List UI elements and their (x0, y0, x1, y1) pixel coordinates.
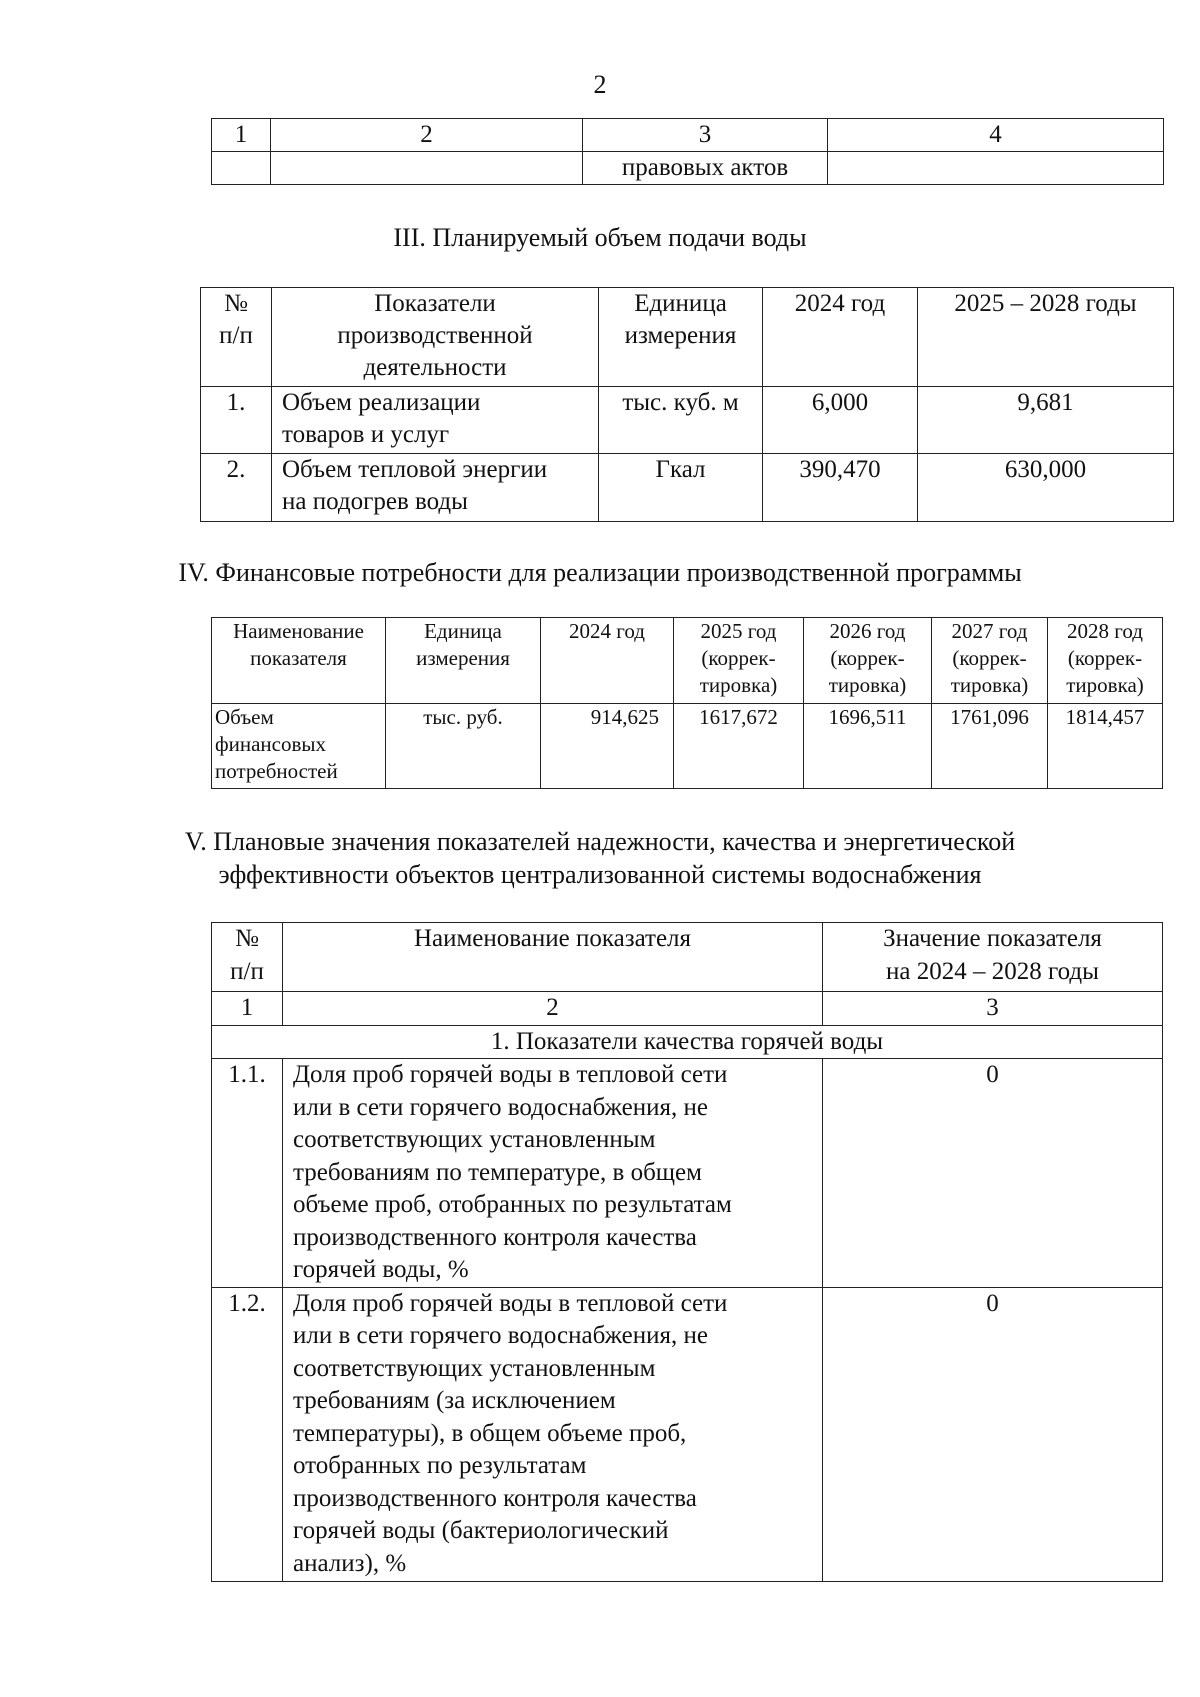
table-row (212, 1025, 1163, 1059)
table-header-row (201, 288, 1174, 387)
table-cell (828, 152, 1164, 185)
table-cell: 1. (201, 387, 272, 454)
section-title: IV. Финансовые потребности для реализации производственной программы (178, 558, 1022, 587)
table-cell: 2025 год (коррек- тировка) (674, 618, 804, 704)
table-row (212, 152, 1164, 185)
indicators-table (211, 922, 1163, 1582)
table-cell: 6,000 (763, 387, 918, 454)
table-cell: 2026 год (коррек- тировка) (804, 618, 932, 704)
table-row (201, 454, 1174, 522)
table-cell: Объем тепловой энергии на подогрев воды (272, 454, 599, 522)
table-cell: 1 (212, 119, 271, 152)
table-cell: 1696,511 (804, 704, 932, 789)
table-cell: Единица измерения (386, 618, 541, 704)
table-cell: правовых актов (583, 152, 828, 185)
table-cell: 2 (283, 992, 823, 1026)
section-title: III. Планируемый объем подачи воды (393, 223, 807, 252)
table-header-row (212, 618, 1163, 704)
table-cell: 4 (828, 119, 1164, 152)
table-cell: 2028 год (коррек- тировка) (1048, 618, 1163, 704)
table-row (212, 704, 1163, 789)
table-cell: 630,000 (918, 454, 1174, 522)
table-cell: 2024 год (763, 288, 918, 387)
table-cell: 2027 год (коррек- тировка) (932, 618, 1048, 704)
section-title-line: эффективности объектов централизованной системы водоснабжения (218, 860, 982, 889)
table-cell: 2. (201, 454, 272, 522)
table-cell: Наименование показателя (283, 923, 823, 992)
table-cell: Объем реализации товаров и услуг (272, 387, 599, 454)
section-title-line: V. Плановые значения показателей надежности, качества и энергетической (184, 827, 1016, 856)
table-cell: 390,470 (763, 454, 918, 522)
table-cell: № п/п (201, 288, 272, 387)
table-row (212, 1059, 1163, 1288)
table-cell: 2 (271, 119, 583, 152)
table-cell (271, 152, 583, 185)
planned-volume-table (200, 287, 1174, 522)
table-cell: Единица измерения (599, 288, 763, 387)
table-cell: Наименование показателя (212, 618, 386, 704)
table-header-row (212, 923, 1163, 992)
table-cell: 914,625 (541, 704, 674, 789)
table-row (201, 387, 1174, 454)
table-cell: тыс. руб. (386, 704, 541, 789)
table-cell (212, 152, 271, 185)
table-row (212, 1287, 1163, 1581)
table-cell: 1814,457 (1048, 704, 1163, 789)
table-cell: 0 (823, 1287, 1163, 1581)
table-cell: 9,681 (918, 387, 1174, 454)
table-cell: № п/п (212, 923, 283, 992)
table-cell: 1761,096 (932, 704, 1048, 789)
table-cell: 1.2. (212, 1287, 283, 1581)
table-header-row (212, 119, 1164, 152)
table-cell: 2024 год (541, 618, 674, 704)
table-cell: 3 (823, 992, 1163, 1026)
table-cell: 1.1. (212, 1059, 283, 1288)
table-cell: Гкал (599, 454, 763, 522)
table-cell: 0 (823, 1059, 1163, 1288)
financial-needs-table (211, 617, 1163, 789)
table-cell: 3 (583, 119, 828, 152)
table-cell: тыс. куб. м (599, 387, 763, 454)
page-number: 2 (593, 70, 607, 99)
table-cell: 1617,672 (674, 704, 804, 789)
table-cell: 1 (212, 992, 283, 1026)
table-cell: Доля проб горячей воды в тепловой сети или в сети горячего водоснабжения, не соответствующих установленным требованиям (за исключением температуры), в общем объеме проб, отобранных по результатам производственного контроля качества горячей воды (бактериологический анализ), % (283, 1287, 823, 1581)
table-row (212, 992, 1163, 1026)
table-group-title: 1. Показатели качества горячей воды (212, 1025, 1163, 1059)
table-cell: Показатели производственной деятельности (272, 288, 599, 387)
table-cell: 2025 – 2028 годы (918, 288, 1174, 387)
table-cell: Доля проб горячей воды в тепловой сети или в сети горячего водоснабжения, не соответствующих установленным требованиям по температуре, в общем объеме проб, отобранных по результатам производственного контроля качества горячей воды, % (283, 1059, 823, 1288)
table-cell: Значение показателя на 2024 – 2028 годы (823, 923, 1163, 992)
table-cell: Объем финансовых потребностей (212, 704, 386, 789)
continuation-table (211, 118, 1164, 185)
